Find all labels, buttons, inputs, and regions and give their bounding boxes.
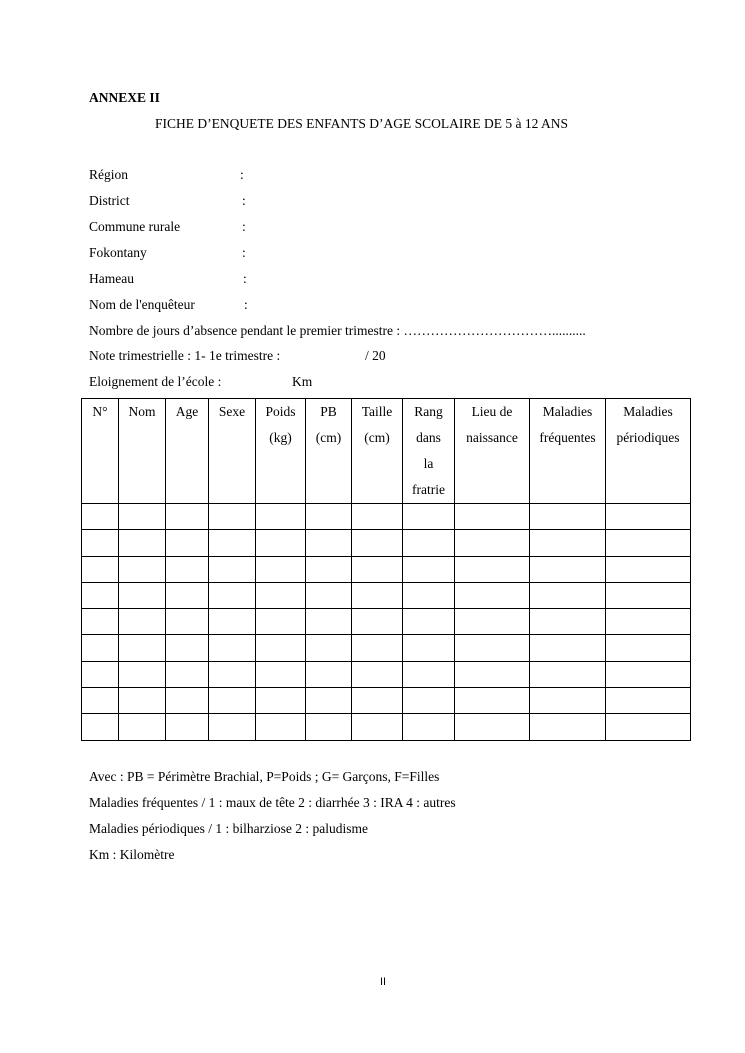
table-cell[interactable] <box>455 609 530 635</box>
table-cell[interactable] <box>352 635 403 661</box>
table-cell[interactable] <box>606 714 691 740</box>
table-cell[interactable] <box>352 661 403 687</box>
table-cell[interactable] <box>166 688 209 714</box>
table-cell[interactable] <box>606 556 691 582</box>
table-cell[interactable] <box>119 635 166 661</box>
table-cell[interactable] <box>530 635 606 661</box>
table-cell[interactable] <box>606 635 691 661</box>
table-cell[interactable] <box>166 609 209 635</box>
table-cell[interactable] <box>209 609 256 635</box>
table-cell[interactable] <box>455 661 530 687</box>
header-number: N° <box>82 399 119 504</box>
table-cell[interactable] <box>209 688 256 714</box>
table-row <box>82 504 691 530</box>
table-cell[interactable] <box>352 530 403 556</box>
table-row <box>82 530 691 556</box>
table-cell[interactable] <box>166 714 209 740</box>
field-commune-label: Commune rurale <box>89 219 181 234</box>
field-district-colon: : <box>242 193 246 208</box>
survey-table <box>81 398 691 741</box>
table-cell[interactable] <box>256 609 306 635</box>
table-cell[interactable] <box>82 530 119 556</box>
table-cell[interactable] <box>256 661 306 687</box>
table-cell[interactable] <box>306 635 352 661</box>
table-cell[interactable] <box>306 582 352 608</box>
table-cell[interactable] <box>530 688 606 714</box>
table-header-row <box>82 399 691 504</box>
form-title: FICHE D’ENQUETE DES ENFANTS D’AGE SCOLAIRE DE 5 à 12 ANS <box>155 116 568 131</box>
table-cell[interactable] <box>119 609 166 635</box>
field-district-label: District <box>89 193 130 208</box>
table-cell[interactable] <box>166 582 209 608</box>
table-cell[interactable] <box>606 504 691 530</box>
table-cell[interactable] <box>455 582 530 608</box>
table-cell[interactable] <box>119 556 166 582</box>
table-cell[interactable] <box>209 556 256 582</box>
table-row <box>82 688 691 714</box>
table-cell[interactable] <box>352 714 403 740</box>
table-cell[interactable] <box>455 530 530 556</box>
table-cell[interactable] <box>306 714 352 740</box>
table-cell[interactable] <box>82 504 119 530</box>
table-row <box>82 714 691 740</box>
table-cell[interactable] <box>455 688 530 714</box>
header-height: Taille (cm) <box>352 399 403 504</box>
table-cell[interactable] <box>82 582 119 608</box>
header-weight: Poids (kg) <box>256 399 306 504</box>
table-cell[interactable] <box>606 661 691 687</box>
table-cell[interactable] <box>306 609 352 635</box>
school-distance-label: Eloignement de l’école : <box>89 374 222 389</box>
table-cell[interactable] <box>403 556 455 582</box>
table-cell[interactable] <box>209 635 256 661</box>
header-pb: PB (cm) <box>306 399 352 504</box>
table-cell[interactable] <box>256 504 306 530</box>
table-row <box>82 661 691 687</box>
table-cell[interactable] <box>166 556 209 582</box>
table-cell[interactable] <box>606 530 691 556</box>
table-cell[interactable] <box>306 661 352 687</box>
field-fokontany-colon: : <box>242 245 246 260</box>
table-cell[interactable] <box>82 635 119 661</box>
page-number: II <box>380 976 387 988</box>
table-cell[interactable] <box>82 556 119 582</box>
table-cell[interactable] <box>306 530 352 556</box>
quarterly-grade-label: Note trimestrielle : 1- 1e trimestre : <box>89 348 281 363</box>
table-cell[interactable] <box>530 556 606 582</box>
table-cell[interactable] <box>209 504 256 530</box>
table-cell[interactable] <box>119 504 166 530</box>
table-cell[interactable] <box>352 504 403 530</box>
table-cell[interactable] <box>209 582 256 608</box>
table-cell[interactable] <box>403 661 455 687</box>
table-cell[interactable] <box>119 582 166 608</box>
field-fokontany-label: Fokontany <box>89 245 147 260</box>
annex-title: ANNEXE II <box>89 90 160 105</box>
table-cell[interactable] <box>82 661 119 687</box>
table-cell[interactable] <box>530 582 606 608</box>
field-region-label: Région <box>89 167 128 182</box>
table-cell[interactable] <box>455 504 530 530</box>
table-cell[interactable] <box>209 661 256 687</box>
field-enqueteur-label: Nom de l'enquêteur <box>89 297 195 312</box>
table-cell[interactable] <box>119 688 166 714</box>
table-cell[interactable] <box>119 714 166 740</box>
table-cell[interactable] <box>119 530 166 556</box>
table-cell[interactable] <box>606 582 691 608</box>
table-cell[interactable] <box>352 556 403 582</box>
field-hameau-colon: : <box>243 271 247 286</box>
table-row <box>82 556 691 582</box>
table-cell[interactable] <box>403 530 455 556</box>
table-cell[interactable] <box>403 504 455 530</box>
table-cell[interactable] <box>530 661 606 687</box>
legend-line-4: Km : Kilomètre <box>89 847 175 862</box>
table-cell[interactable] <box>530 714 606 740</box>
field-hameau-label: Hameau <box>89 271 134 286</box>
absence-days-line: Nombre de jours d’absence pendant le premier trimestre : …………………………….......... <box>89 323 586 338</box>
legend-line-2: Maladies fréquentes / 1 : maux de tête 2 : diarrhée 3 : IRA 4 : autres <box>89 795 456 810</box>
header-periodic-diseases: Maladies périodiques <box>606 399 691 504</box>
header-birthplace: Lieu de naissance <box>455 399 530 504</box>
table-cell[interactable] <box>306 504 352 530</box>
table-row <box>82 635 691 661</box>
table-cell[interactable] <box>166 661 209 687</box>
table-cell[interactable] <box>455 714 530 740</box>
table-cell[interactable] <box>530 530 606 556</box>
table-row <box>82 609 691 635</box>
field-region-colon: : <box>240 167 244 182</box>
table-cell[interactable] <box>209 714 256 740</box>
table-cell[interactable] <box>119 661 166 687</box>
legend-line-3: Maladies périodiques / 1 : bilharziose 2 : paludisme <box>89 821 368 836</box>
table-cell[interactable] <box>82 609 119 635</box>
table-cell[interactable] <box>256 714 306 740</box>
header-sex: Sexe <box>209 399 256 504</box>
header-age: Age <box>166 399 209 504</box>
table-cell[interactable] <box>530 609 606 635</box>
table-cell[interactable] <box>166 504 209 530</box>
legend-line-1: Avec : PB = Périmètre Brachial, P=Poids ; G= Garçons, F=Filles <box>89 769 440 784</box>
header-name: Nom <box>119 399 166 504</box>
table-row <box>82 582 691 608</box>
table-cell[interactable] <box>82 688 119 714</box>
table-cell[interactable] <box>403 582 455 608</box>
table-cell[interactable] <box>256 582 306 608</box>
table-cell[interactable] <box>403 714 455 740</box>
table-cell[interactable] <box>352 688 403 714</box>
table-cell[interactable] <box>352 582 403 608</box>
table-cell[interactable] <box>82 714 119 740</box>
table-cell[interactable] <box>256 635 306 661</box>
table-cell[interactable] <box>306 688 352 714</box>
table-cell[interactable] <box>166 530 209 556</box>
table-cell[interactable] <box>455 556 530 582</box>
table-cell[interactable] <box>606 688 691 714</box>
table-cell[interactable] <box>306 556 352 582</box>
table-cell[interactable] <box>256 530 306 556</box>
table-cell[interactable] <box>455 635 530 661</box>
header-frequent-diseases: Maladies fréquentes <box>530 399 606 504</box>
table-cell[interactable] <box>530 504 606 530</box>
table-cell[interactable] <box>166 635 209 661</box>
school-distance-unit: Km <box>292 374 313 389</box>
table-cell[interactable] <box>403 609 455 635</box>
field-enqueteur-colon: : <box>244 297 248 312</box>
table-cell[interactable] <box>256 688 306 714</box>
quarterly-grade-scale: / 20 <box>365 348 386 363</box>
table-cell[interactable] <box>209 530 256 556</box>
table-cell[interactable] <box>606 609 691 635</box>
table-cell[interactable] <box>352 609 403 635</box>
field-commune-colon: : <box>242 219 246 234</box>
header-sibling-rank: Rang dans la fratrie <box>403 399 455 504</box>
table-cell[interactable] <box>256 556 306 582</box>
table-cell[interactable] <box>403 635 455 661</box>
table-cell[interactable] <box>403 688 455 714</box>
